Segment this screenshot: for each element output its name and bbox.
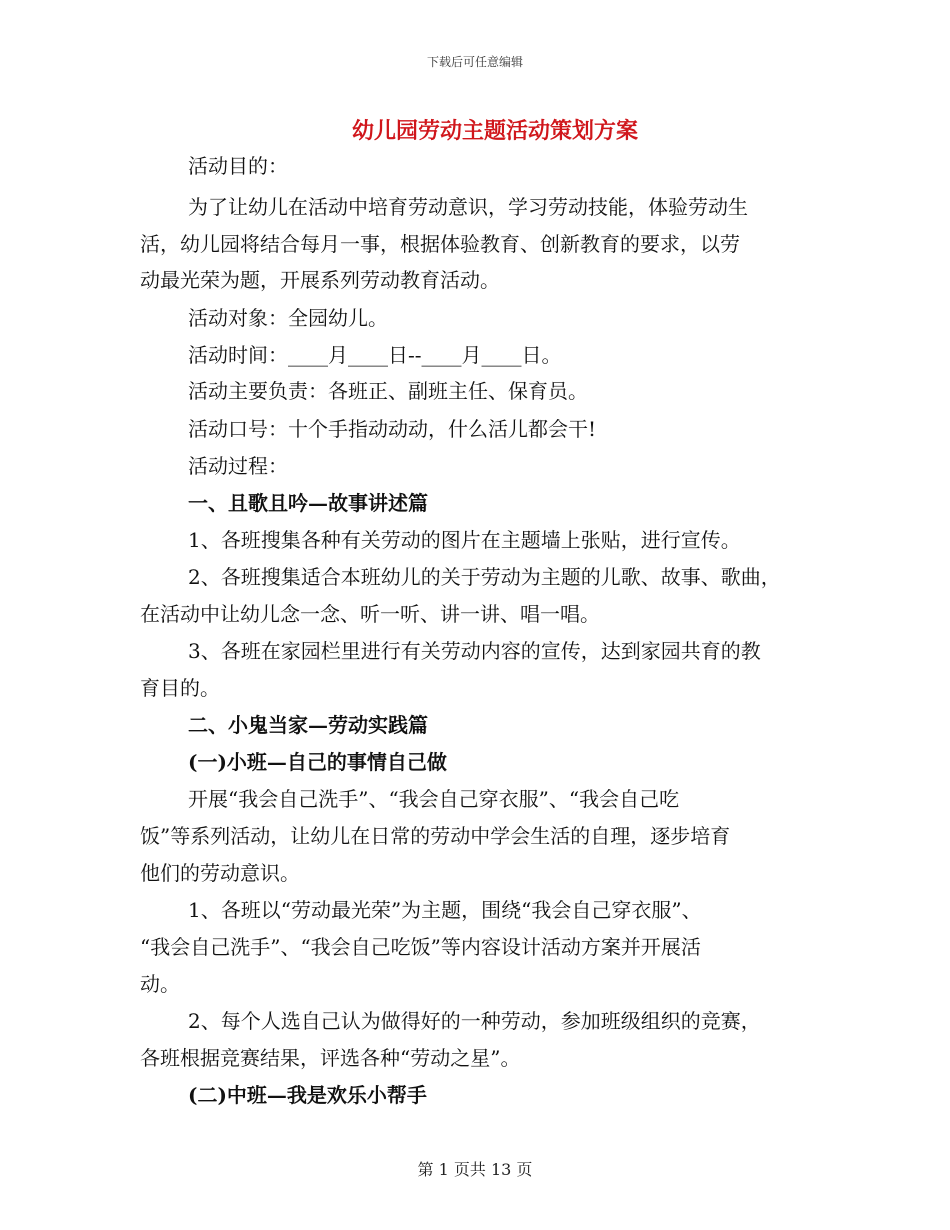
document-title: 幼儿园劳动主题活动策划方案: [351, 118, 638, 144]
paragraph-line: 动。: [140, 972, 180, 996]
paragraph-line: 开展“我会自己洗手”、“我会自己穿衣服”、“我会自己吃: [188, 787, 680, 811]
paragraph-line: “我会自己洗手”、“我会自己吃饭”等内容设计活动方案并开展活: [140, 935, 701, 959]
paragraph-line: 活动目的：: [188, 154, 288, 178]
paragraph-line: 各班根据竞赛结果，评选各种“劳动之星”。: [140, 1046, 521, 1070]
paragraph-line: 他们的劳动意识。: [140, 861, 300, 885]
paragraph-line: 在活动中让幼儿念一念、听一听、讲一讲、唱一唱。: [140, 602, 600, 626]
header-note: 下载后可任意编辑: [426, 55, 523, 69]
page-number: 第 1 页共 13 页: [417, 1160, 533, 1179]
subsection-heading: (二)中班—我是欢乐小帮手: [188, 1083, 427, 1107]
paragraph-line: 育目的。: [140, 676, 220, 700]
paragraph-line: 活动口号：十个手指动动动，什么活儿都会干!: [188, 417, 597, 441]
paragraph-line: 为了让幼儿在活动中培育劳动意识，学习劳动技能，体验劳动生: [188, 195, 748, 219]
paragraph-line: 3、各班在家园栏里进行有关劳动内容的宣传，达到家园共育的教: [188, 639, 761, 663]
section-heading: 一、且歌且吟—故事讲述篇: [188, 491, 428, 515]
section-heading: 二、小鬼当家—劳动实践篇: [188, 713, 428, 737]
paragraph-line: 1、各班以“劳动最光荣”为主题，围绕“我会自己穿衣服”、: [188, 898, 702, 922]
paragraph-line: 1、各班搜集各种有关劳动的图片在主题墙上张贴，进行宣传。: [188, 528, 741, 552]
paragraph-line: 活动主要负责：各班正、副班主任、保育员。: [188, 379, 588, 403]
paragraph-line: 活动过程：: [188, 454, 288, 478]
paragraph-line: 2、每个人选自己认为做得好的一种劳动，参加班级组织的竞赛，: [188, 1009, 761, 1033]
paragraph-line: 活动对象：全园幼儿。: [188, 306, 388, 330]
subsection-heading: (一)小班—自己的事情自己做: [188, 750, 447, 774]
paragraph-line: 动最光荣为题，开展系列劳动教育活动。: [140, 268, 500, 292]
paragraph-line: 活动时间：____月____日--____月____日。: [188, 343, 562, 367]
paragraph-line: 饭”等系列活动，让幼儿在日常的劳动中学会生活的自理，逐步培育: [140, 824, 731, 848]
paragraph-line: 2、各班搜集适合本班幼儿的关于劳动为主题的儿歌、故事、歌曲，: [188, 565, 781, 589]
paragraph-line: 活，幼儿园将结合每月一事，根据体验教育、创新教育的要求，以劳: [140, 232, 740, 256]
